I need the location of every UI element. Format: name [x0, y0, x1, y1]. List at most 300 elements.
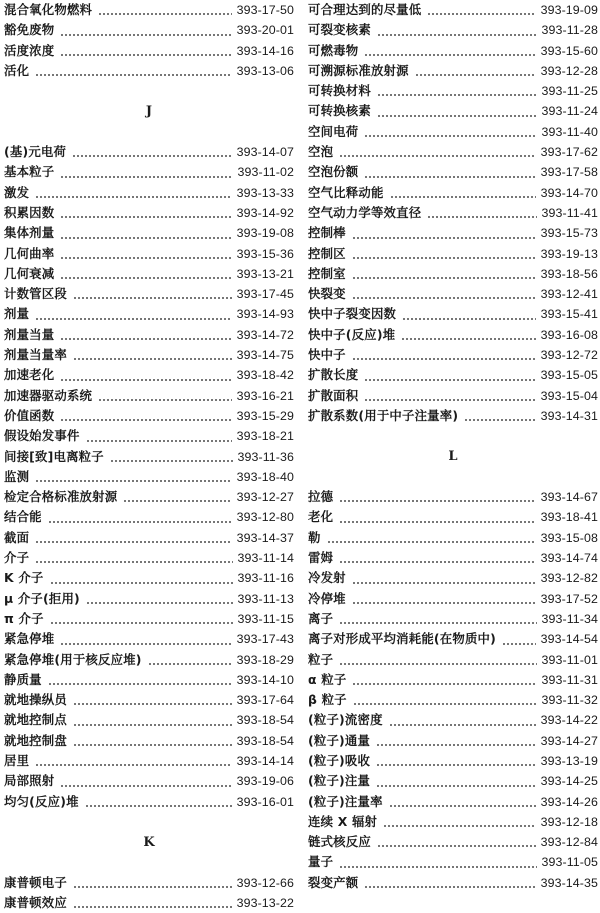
- index-entry: [308, 325, 598, 345]
- dot-leader: [377, 34, 537, 36]
- dot-leader: [352, 683, 536, 685]
- index-term: 量子: [308, 854, 334, 870]
- index-entry: [308, 710, 598, 730]
- dot-leader: [383, 825, 535, 827]
- index-code: 393-19-13: [540, 246, 598, 261]
- index-term: (粒子)流密度: [308, 712, 383, 728]
- index-term: π 介子: [4, 610, 44, 626]
- index-entry: [308, 0, 598, 20]
- index-term: 粒子: [308, 651, 334, 667]
- dot-leader: [73, 744, 232, 746]
- index-entry: [4, 41, 294, 61]
- index-entry: [4, 264, 294, 284]
- index-code: 393-16-01: [236, 794, 294, 809]
- index-entry: [4, 568, 294, 588]
- index-term: 快中子裂变因数: [308, 306, 397, 322]
- section-letter: K: [143, 834, 155, 850]
- dot-leader: [73, 886, 232, 888]
- index-code: 393-14-75: [236, 348, 294, 363]
- index-term: 基本粒子: [4, 164, 55, 180]
- dot-leader: [60, 257, 231, 259]
- index-term: 空泡份额: [308, 164, 359, 180]
- index-code: 393-11-36: [237, 449, 294, 464]
- index-entry: [4, 142, 294, 162]
- index-term: (粒子)吸收: [308, 752, 371, 768]
- index-entry: [4, 345, 294, 365]
- index-entry: [308, 812, 598, 832]
- dot-leader: [60, 176, 232, 178]
- index-code: 393-14-14: [236, 753, 294, 768]
- dot-leader: [98, 13, 231, 15]
- index-entry: [308, 589, 598, 609]
- index-code: 393-19-08: [236, 226, 294, 241]
- index-code: 393-14-72: [236, 327, 294, 342]
- index-term: 勒: [308, 529, 321, 545]
- index-term: 拉德: [308, 489, 334, 505]
- dot-leader: [339, 663, 536, 665]
- index-term: 集体剂量: [4, 225, 55, 241]
- index-term: 几何衰减: [4, 265, 55, 281]
- index-term: 活化: [4, 62, 30, 78]
- dot-leader: [339, 561, 535, 563]
- index-entry: [308, 792, 598, 812]
- index-entry: [4, 20, 294, 40]
- index-entry: [4, 244, 294, 264]
- dot-leader: [364, 886, 535, 888]
- index-term: 扩散系数(用于中子注量率): [308, 407, 459, 423]
- index-entry: [4, 589, 294, 609]
- dot-leader: [427, 216, 536, 218]
- index-code: 393-18-54: [236, 713, 294, 728]
- dot-leader: [364, 176, 535, 178]
- index-entry: [308, 548, 598, 568]
- dot-leader: [376, 785, 536, 787]
- dot-leader: [502, 643, 536, 645]
- index-entry: [308, 650, 598, 670]
- index-term: 康普顿效应: [4, 895, 67, 911]
- index-code: 393-17-62: [540, 145, 598, 160]
- dot-leader: [35, 74, 231, 76]
- index-entry: [4, 183, 294, 203]
- index-term: 混合氧化物燃料: [4, 2, 93, 17]
- index-entry: [4, 162, 294, 182]
- index-entry: [308, 244, 598, 264]
- dot-leader: [353, 703, 537, 705]
- index-term: 就地控制点: [4, 712, 67, 728]
- index-entry: [4, 670, 294, 690]
- index-code: 393-14-10: [236, 672, 294, 687]
- dot-leader: [50, 622, 233, 624]
- dot-leader: [72, 155, 232, 157]
- section-letter: J: [145, 104, 153, 120]
- index-code: 393-16-21: [236, 388, 294, 403]
- dot-leader: [35, 541, 231, 543]
- index-term: 空气比释动能: [308, 184, 384, 200]
- index-code: 393-18-42: [236, 368, 294, 383]
- section-gap: [308, 467, 598, 487]
- index-entry: [4, 386, 294, 406]
- index-entry: [4, 771, 294, 791]
- dot-leader: [339, 521, 535, 523]
- dot-leader: [352, 257, 536, 259]
- index-term: 可裂变核素: [308, 22, 371, 38]
- index-entry: [308, 507, 598, 527]
- index-entry: [308, 41, 598, 61]
- dot-leader: [123, 500, 231, 502]
- dot-leader: [35, 480, 231, 482]
- index-term: 扩散面积: [308, 387, 359, 403]
- index-term: 剂量当量率: [4, 347, 67, 363]
- index-code: 393-15-08: [540, 530, 598, 545]
- index-entry: [4, 731, 294, 751]
- dot-leader: [364, 379, 535, 381]
- dot-leader: [60, 277, 231, 279]
- index-term: 就地操纵员: [4, 692, 67, 708]
- index-code: 393-15-36: [236, 246, 294, 261]
- index-code: 393-13-19: [540, 753, 598, 768]
- index-term: 介子: [4, 550, 30, 566]
- index-code: 393-12-41: [540, 287, 598, 302]
- index-code: 393-15-73: [540, 226, 598, 241]
- dot-leader: [73, 906, 232, 908]
- index-term: 连续 X 辐射: [308, 813, 378, 829]
- dot-leader: [110, 460, 233, 462]
- section-letter: L: [448, 449, 458, 465]
- index-code: 393-14-35: [540, 875, 598, 890]
- index-column-right: [308, 0, 598, 893]
- index-term: (粒子)注量率: [308, 793, 383, 809]
- index-code: 393-11-14: [237, 551, 294, 566]
- dot-leader: [376, 744, 536, 746]
- index-code: 393-11-31: [541, 672, 598, 687]
- index-term: 假设始发事件: [4, 428, 80, 444]
- index-term: 就地控制盘: [4, 732, 67, 748]
- dot-leader: [48, 521, 232, 523]
- dot-leader: [352, 237, 536, 239]
- index-entry: [308, 487, 598, 507]
- index-entry: [4, 710, 294, 730]
- dot-leader: [60, 237, 231, 239]
- index-entry: [308, 142, 598, 162]
- dot-leader: [364, 135, 536, 137]
- index-entry: [4, 548, 294, 568]
- index-code: 393-14-25: [540, 774, 598, 789]
- dot-leader: [377, 845, 536, 847]
- dot-leader: [464, 419, 535, 421]
- index-code: 393-11-05: [541, 855, 598, 870]
- index-term: 结合能: [4, 509, 42, 525]
- index-entry: [308, 386, 598, 406]
- index-code: 393-14-92: [236, 205, 294, 220]
- index-term: 控制室: [308, 265, 346, 281]
- index-entry: [4, 304, 294, 324]
- index-term: 豁免废物: [4, 22, 55, 38]
- dot-leader: [60, 216, 231, 218]
- section-gap: [4, 122, 294, 142]
- dot-leader: [389, 805, 536, 807]
- dot-leader: [73, 297, 232, 299]
- index-code: 393-18-56: [540, 266, 598, 281]
- index-term: 加速器驱动系统: [4, 387, 93, 403]
- index-code: 393-14-70: [540, 185, 598, 200]
- index-term: 紧急停堆: [4, 631, 55, 647]
- index-term: 康普顿电子: [4, 874, 67, 890]
- index-term: 控制棒: [308, 225, 346, 241]
- index-entry: [308, 264, 598, 284]
- index-term: 激发: [4, 184, 30, 200]
- dot-leader: [48, 683, 232, 685]
- index-entry: [308, 731, 598, 751]
- index-term: 可燃毒物: [308, 42, 359, 58]
- dot-leader: [352, 582, 536, 584]
- index-term: 静质量: [4, 671, 42, 687]
- index-term: 冷发射: [308, 570, 346, 586]
- index-code: 393-11-01: [541, 652, 598, 667]
- index-entry: [308, 284, 598, 304]
- index-entry: [4, 609, 294, 629]
- dot-leader: [73, 703, 232, 705]
- index-entry: [308, 61, 598, 81]
- index-entry: [4, 690, 294, 710]
- index-term: 冷停堆: [308, 590, 346, 606]
- index-term: μ 介子(拒用): [4, 590, 80, 606]
- index-entry: [308, 101, 598, 121]
- index-code: 393-14-31: [540, 408, 598, 423]
- index-code: 393-17-58: [540, 165, 598, 180]
- dot-leader: [390, 196, 536, 198]
- index-term: 空间电荷: [308, 123, 359, 139]
- dot-leader: [60, 34, 231, 36]
- index-term: 检定合格标准放射源: [4, 489, 118, 505]
- index-entry: [308, 568, 598, 588]
- index-entry: [4, 873, 294, 893]
- index-code: 393-11-02: [237, 165, 294, 180]
- index-code: 393-13-33: [236, 185, 294, 200]
- index-entry: [308, 528, 598, 548]
- dot-leader: [60, 338, 231, 340]
- index-term: 雷姆: [308, 550, 334, 566]
- index-code: 393-14-27: [540, 733, 598, 748]
- index-entry: [4, 487, 294, 507]
- index-code: 393-11-16: [237, 571, 294, 586]
- index-term: 监测: [4, 468, 30, 484]
- dot-leader: [352, 358, 536, 360]
- index-code: 393-12-84: [540, 835, 598, 850]
- index-code: 393-11-34: [541, 611, 598, 626]
- dot-leader: [339, 866, 536, 868]
- index-term: (基)元电荷: [4, 144, 67, 160]
- index-term: 积累因数: [4, 204, 55, 220]
- dot-leader: [364, 399, 535, 401]
- index-entry: [4, 203, 294, 223]
- index-code: 393-12-18: [540, 814, 598, 829]
- index-code: 393-13-06: [236, 63, 294, 78]
- index-code: 393-20-01: [236, 23, 294, 38]
- index-code: 393-11-32: [541, 693, 598, 708]
- index-code: 393-15-05: [540, 368, 598, 383]
- index-term: 快中子: [308, 347, 346, 363]
- dot-leader: [50, 582, 233, 584]
- index-code: 393-12-80: [236, 510, 294, 525]
- index-entry: [4, 507, 294, 527]
- dot-leader: [339, 500, 535, 502]
- index-code: 393-19-09: [540, 3, 598, 17]
- index-entry: [4, 61, 294, 81]
- index-code: 393-19-06: [236, 774, 294, 789]
- dot-leader: [377, 115, 537, 117]
- index-entry: [308, 20, 598, 40]
- dot-leader: [35, 318, 231, 320]
- index-code: 393-14-07: [236, 145, 294, 160]
- dot-leader: [35, 561, 232, 563]
- index-code: 393-18-29: [236, 652, 294, 667]
- index-entry: [308, 629, 598, 649]
- index-term: 价值函数: [4, 407, 55, 423]
- index-entry: [4, 406, 294, 426]
- index-code: 393-15-04: [540, 388, 598, 403]
- dot-leader: [60, 643, 231, 645]
- index-code: 393-17-50: [236, 3, 294, 17]
- index-entry: [308, 609, 598, 629]
- index-term: 居里: [4, 752, 30, 768]
- index-term: (粒子)通量: [308, 732, 371, 748]
- index-entry: [308, 183, 598, 203]
- index-term: (粒子)注量: [308, 773, 371, 789]
- index-entry: [4, 284, 294, 304]
- index-entry: [308, 771, 598, 791]
- index-code: 393-17-64: [236, 693, 294, 708]
- dot-leader: [60, 379, 231, 381]
- dot-leader: [339, 155, 535, 157]
- index-code: 393-16-08: [540, 327, 598, 342]
- index-entry: [4, 467, 294, 487]
- index-code: 393-18-21: [236, 429, 294, 444]
- index-entry: [4, 365, 294, 385]
- index-code: 393-11-15: [237, 611, 294, 626]
- index-term: 加速老化: [4, 367, 55, 383]
- dot-leader: [389, 724, 536, 726]
- index-entry: [308, 223, 598, 243]
- index-term: 几何曲率: [4, 245, 55, 261]
- index-code: 393-14-16: [236, 43, 294, 58]
- dot-leader: [427, 13, 535, 15]
- index-entry: [4, 325, 294, 345]
- index-entry: [4, 650, 294, 670]
- index-entry: [308, 690, 598, 710]
- index-term: 裂变产额: [308, 874, 359, 890]
- index-code: 393-11-25: [541, 84, 598, 99]
- index-entry: [4, 447, 294, 467]
- index-term: 间接[致]电离粒子: [4, 448, 104, 464]
- dot-leader: [98, 399, 231, 401]
- index-code: 393-13-22: [236, 896, 294, 911]
- index-column-left: [4, 0, 294, 913]
- index-code: 393-12-72: [540, 348, 598, 363]
- dot-leader: [60, 419, 231, 421]
- index-term: β 粒子: [308, 692, 347, 708]
- index-code: 393-12-28: [540, 63, 598, 78]
- index-term: 可转换材料: [308, 83, 371, 99]
- dot-leader: [85, 805, 232, 807]
- dot-leader: [86, 440, 232, 442]
- index-entry: [308, 203, 598, 223]
- index-entry: [4, 792, 294, 812]
- index-term: 扩散长度: [308, 367, 359, 383]
- index-term: 离子对形成平均消耗能(在物质中): [308, 631, 496, 647]
- dot-leader: [352, 602, 536, 604]
- index-code: 393-11-40: [541, 124, 598, 139]
- index-entry: [308, 873, 598, 893]
- index-code: 393-17-45: [236, 287, 294, 302]
- index-entry: [4, 426, 294, 446]
- index-term: 空气动力学等效直径: [308, 204, 422, 220]
- index-code: 393-14-54: [540, 632, 598, 647]
- index-code: 393-14-67: [540, 490, 598, 505]
- index-term: K 介子: [4, 570, 44, 586]
- index-term: 空泡: [308, 144, 334, 160]
- index-entry: [4, 751, 294, 771]
- index-code: 393-11-24: [541, 104, 598, 119]
- index-code: 393-12-27: [236, 490, 294, 505]
- index-entry: [308, 365, 598, 385]
- index-entry: [308, 304, 598, 324]
- index-entry: [308, 852, 598, 872]
- index-entry: [4, 629, 294, 649]
- index-code: 393-12-66: [236, 875, 294, 890]
- index-term: 活度浓度: [4, 42, 55, 58]
- index-entry: [4, 223, 294, 243]
- index-entry: [308, 832, 598, 852]
- section-gap: [4, 812, 294, 832]
- index-term: 均匀(反应)堆: [4, 793, 79, 809]
- section-gap: [4, 81, 294, 101]
- index-entry: [308, 122, 598, 142]
- index-term: 可合理达到的尽量低: [308, 2, 422, 17]
- index-code: 393-14-22: [540, 713, 598, 728]
- index-term: 剂量当量: [4, 326, 55, 342]
- index-code: 393-18-40: [236, 469, 294, 484]
- dot-leader: [148, 663, 232, 665]
- index-entry: [308, 162, 598, 182]
- dot-leader: [364, 54, 535, 56]
- index-code: 393-15-41: [540, 307, 598, 322]
- index-term: 离子: [308, 610, 334, 626]
- dot-leader: [60, 785, 231, 787]
- index-term: 可转换核素: [308, 103, 371, 119]
- index-term: 链式核反应: [308, 834, 371, 850]
- section-gap: [4, 852, 294, 872]
- index-code: 393-17-52: [540, 591, 598, 606]
- index-term: 局部照射: [4, 773, 55, 789]
- section-gap: [308, 426, 598, 446]
- index-term: 截面: [4, 529, 30, 545]
- dot-leader: [376, 764, 536, 766]
- dot-leader: [352, 297, 536, 299]
- index-code: 393-15-60: [540, 43, 598, 58]
- index-code: 393-13-21: [236, 266, 294, 281]
- index-entry: [308, 345, 598, 365]
- index-entry: [308, 670, 598, 690]
- index-code: 393-14-93: [236, 307, 294, 322]
- dot-leader: [401, 338, 535, 340]
- dot-leader: [352, 277, 536, 279]
- dot-leader: [86, 602, 233, 604]
- dot-leader: [73, 358, 232, 360]
- index-code: 393-17-43: [236, 632, 294, 647]
- dot-leader: [415, 74, 536, 76]
- index-term: 计数管区段: [4, 286, 67, 302]
- dot-leader: [339, 622, 536, 624]
